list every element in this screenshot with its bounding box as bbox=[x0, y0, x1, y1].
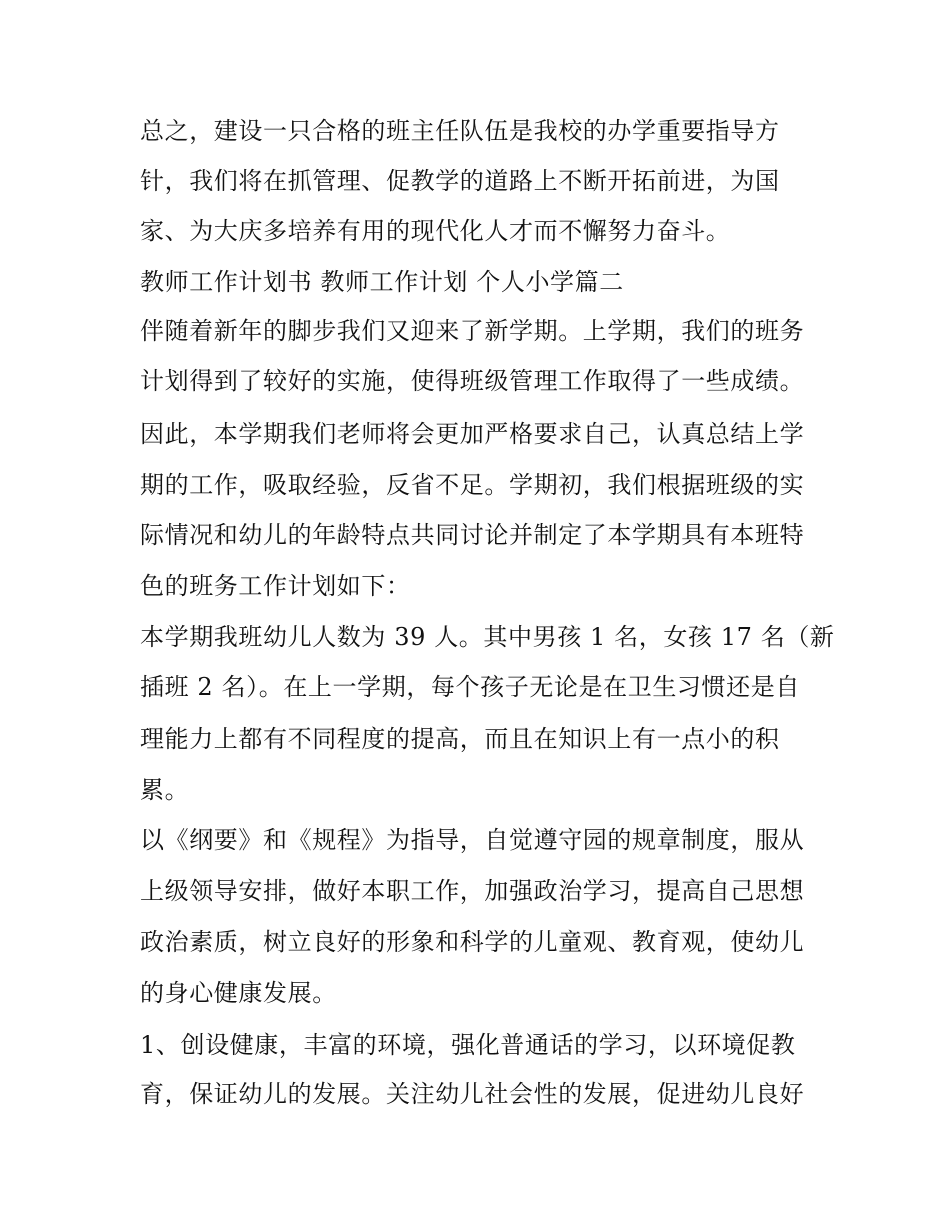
text-line: 以《纲要》和《规程》为指导，自觉遵守园的规章制度，服从 bbox=[140, 826, 805, 854]
text-line: 针，我们将在抓管理、促教学的道路上不断开拓前进，为国 bbox=[140, 167, 780, 195]
text-line: 计划得到了较好的实施，使得班级管理工作取得了一些成绩。 bbox=[140, 367, 805, 395]
text-line: 插班 2 名）。在上一学期，每个孩子无论是在卫生习惯还是自 bbox=[140, 673, 800, 701]
text-line: 际情况和幼儿的年龄特点共同讨论并制定了本学期具有本班特 bbox=[140, 521, 805, 549]
text-line: 育，保证幼儿的发展。关注幼儿社会性的发展，促进幼儿良好 bbox=[140, 1080, 805, 1108]
text-line: 色的班务工作计划如下： bbox=[140, 572, 411, 600]
text-line: 的身心健康发展。 bbox=[140, 979, 337, 1007]
text-line: 理能力上都有不同程度的提高，而且在知识上有一点小的积 bbox=[140, 725, 780, 753]
text-line: 本学期我班幼儿人数为 39 人。其中男孩 1 名，女孩 17 名（新 bbox=[140, 623, 835, 651]
text-line: 家、为大庆多培养有用的现代化人才而不懈努力奋斗。 bbox=[140, 217, 731, 245]
text-line: 累。 bbox=[140, 776, 190, 804]
text-line: 上级领导安排，做好本职工作，加强政治学习，提高自己思想 bbox=[140, 877, 805, 905]
text-line: 总之，建设一只合格的班主任队伍是我校的办学重要指导方 bbox=[140, 117, 780, 145]
text-line: 伴随着新年的脚步我们又迎来了新学期。上学期，我们的班务 bbox=[140, 317, 805, 345]
text-line: 政治素质，树立良好的形象和科学的儿童观、教育观，使幼儿 bbox=[140, 928, 805, 956]
section-heading: 教师工作计划书 教师工作计划 个人小学篇二 bbox=[140, 268, 624, 296]
text-line: 因此，本学期我们老师将会更加严格要求自己，认真总结上学 bbox=[140, 420, 805, 448]
text-line: 期的工作，吸取经验，反省不足。学期初，我们根据班级的实 bbox=[140, 471, 805, 499]
text-line: 1、创设健康，丰富的环境，强化普通话的学习，以环境促教 bbox=[140, 1031, 796, 1059]
